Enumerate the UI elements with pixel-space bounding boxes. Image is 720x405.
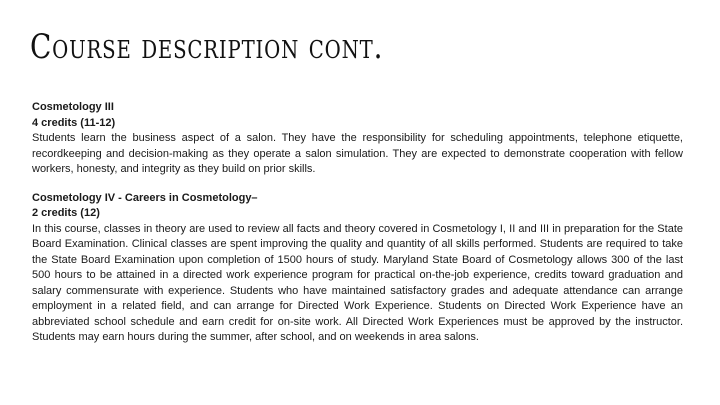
course-description: Students learn the business aspect of a salon. They have the responsibility for scheduling appointments, telephone etiquette, recordkeeping and decision-making as they operate a salon simulation. They are expected to demonstrate cooperation with fellow workers, honesty, and integrity as they build on prior skills. — [32, 132, 683, 175]
page-title: Course description cont. — [30, 27, 384, 67]
course-section-cosmetology-iii — [32, 100, 683, 178]
course-credits: 4 credits (11-12) — [32, 116, 116, 129]
course-section-cosmetology-iv — [32, 191, 683, 346]
course-heading: Cosmetology IV - Careers in Cosmetology– — [32, 191, 258, 204]
course-heading: Cosmetology III — [32, 101, 114, 113]
course-descriptions — [32, 100, 683, 346]
course-description: In this course, classes in theory are used to review all facts and theory covered in Cosmetology I, II and III in preparation for the State Board Examination. Clinical classes are spent improving the quality and quantity of all skills performed. Students are required to take the State Board Examination upon completion of 1500 hours of study. Maryland State Board of Cosmetology allows 300 of the last 500 hours to be attained in a directed work experience program for practical on-the-job experience, credits toward graduation and salary commensurate with experience. Students who have maintained satisfactory grades and adequate attendance can arrange employment in a related field, and can arrange for Directed Work Experience. Students on Directed Work Experience have an abbreviated school schedule and earn credit for on-site work. All Directed Work Experiences must be approved by the instructor. Students may earn hours during the summer, after school, and on weekends in area salons. — [32, 222, 683, 343]
course-credits: 2 credits (12) — [32, 207, 100, 219]
